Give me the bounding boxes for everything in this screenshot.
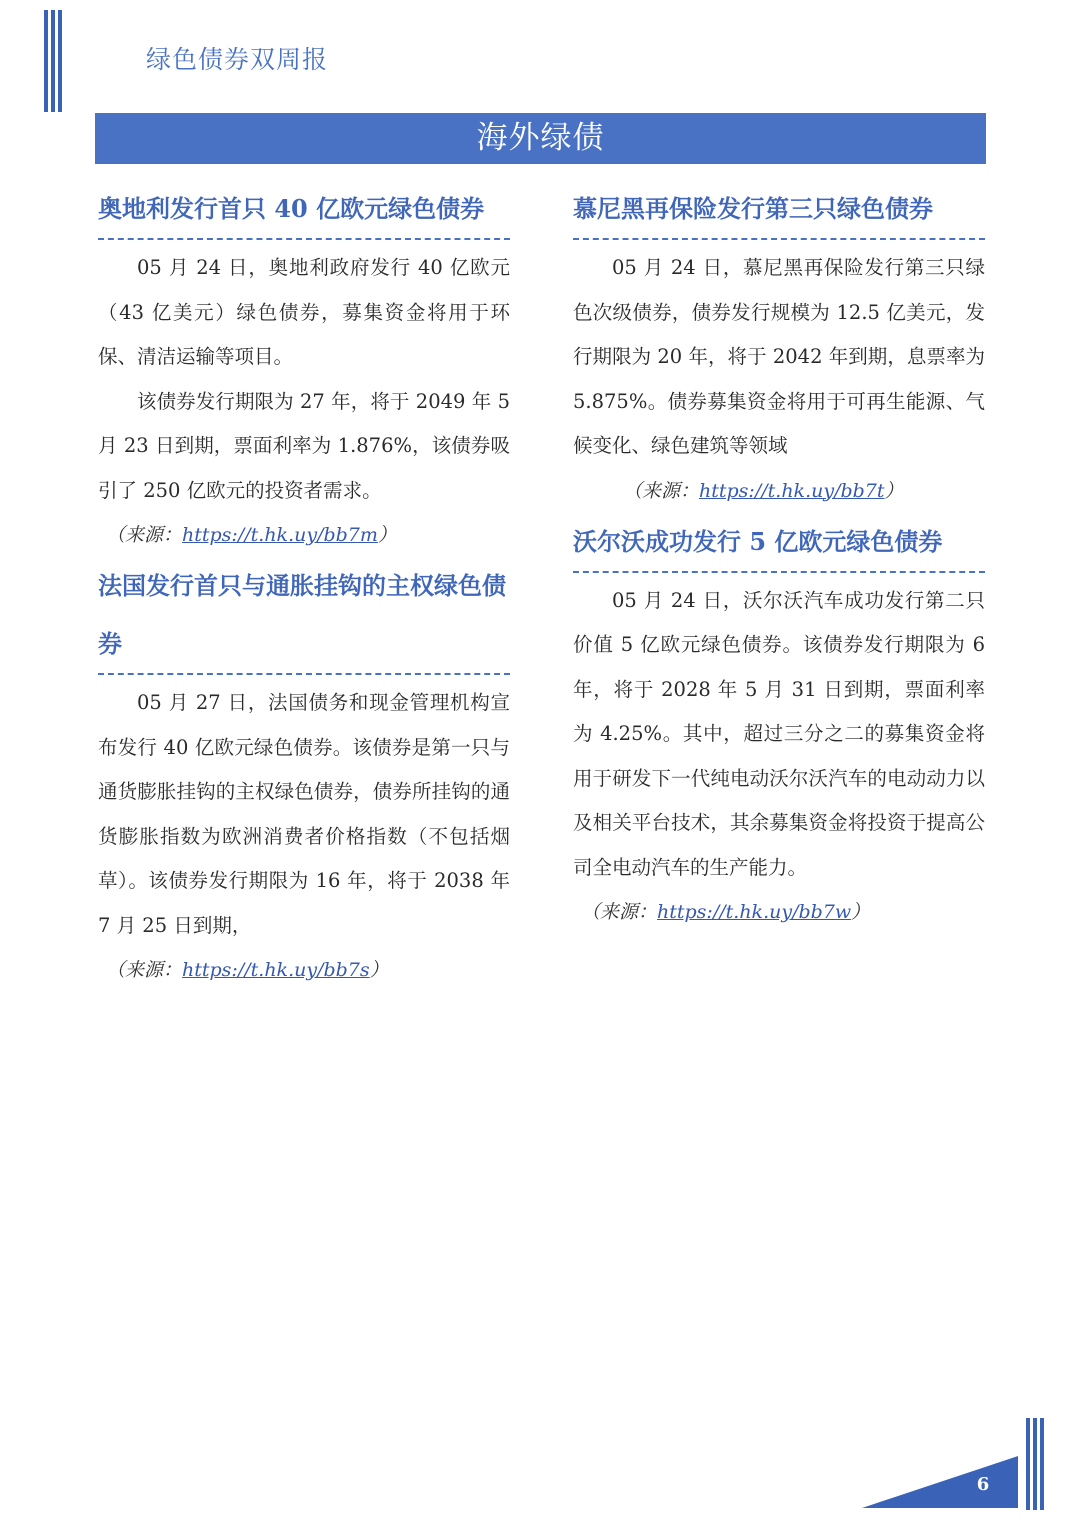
header-decor-bar <box>44 10 48 112</box>
header-decor-bar <box>51 10 55 112</box>
article-volvo <box>573 513 985 935</box>
article-paragraph: 该债券发行期限为 27 年，将于 2049 年 5 月 23 日到期，票面利率为 1.876%，该债券吸引了 250 亿欧元的投资者需求。 <box>98 389 510 502</box>
article-title: 法国发行首只与通胀挂钩的主权绿色债券 <box>98 571 506 658</box>
dashed-divider <box>573 238 985 240</box>
source-link[interactable]: https://t.hk.uy/bb7s <box>182 959 370 981</box>
source-link[interactable]: https://t.hk.uy/bb7t <box>699 479 885 502</box>
header-decor-bar <box>58 10 62 112</box>
source-link[interactable]: https://t.hk.uy/bb7m <box>182 524 378 546</box>
article-austria <box>98 180 510 557</box>
article-source <box>573 890 985 934</box>
footer-decor-bar <box>1033 1418 1037 1510</box>
article-france <box>98 557 510 992</box>
article-munich-re <box>573 180 985 513</box>
source-suffix: ） <box>884 479 904 502</box>
source-link[interactable]: https://t.hk.uy/bb7w <box>657 901 852 923</box>
right-column <box>573 180 985 934</box>
article-title: 奥地利发行首只 40 亿欧元绿色债券 <box>98 194 485 223</box>
source-suffix: ） <box>369 959 389 981</box>
article-paragraph: 05 月 24 日，慕尼黑再保险发行第三只绿色次级债券，债券发行规模为 12.5 亿美元，发行期限为 20 年，将于 2042 年到期，息票率为 5.875%。债券募集资金将用于可再生能源、气候变化、绿色建筑等领域 <box>573 256 985 457</box>
source-prefix: （来源： <box>106 959 183 981</box>
article-paragraph: 05 月 24 日，沃尔沃汽车成功发行第二只价值 5 亿欧元绿色债券。该债券发行期限为 6 年，将于 2028 年 5 月 31 日到期，票面利率为 4.25%。其中，超过三分之二的募集资金将用于研发下一代纯电动沃尔沃汽车的电动动力以及相关平台技术，其余募集资金将投资于提高公司全电动汽车的生产能力。 <box>573 588 985 879</box>
article-title: 沃尔沃成功发行 5 亿欧元绿色债券 <box>573 526 943 556</box>
article-paragraph: 05 月 27 日，法国债务和现金管理机构宣布发行 40 亿欧元绿色债券。该债券是第一只与通货膨胀挂钩的主权绿色债券，债券所挂钩的通货膨胀指数为欧洲消费者价格指数（不包括烟草）。该债券发行期限为 16 年，将于 2038 年 7 月 25 日到期， <box>98 691 510 937</box>
article-source <box>98 513 510 557</box>
footer-decor-bar <box>1040 1418 1044 1510</box>
article-title: 慕尼黑再保险发行第三只绿色债券 <box>573 194 933 223</box>
dashed-divider <box>98 673 510 675</box>
source-prefix: （来源： <box>106 524 183 546</box>
footer-decor-bar <box>1026 1418 1030 1510</box>
dashed-divider <box>573 571 985 573</box>
report-title: 绿色债券双周报 <box>146 45 329 74</box>
source-suffix: ） <box>851 901 871 923</box>
section-banner: 海外绿债 <box>95 113 986 164</box>
article-source <box>573 469 985 513</box>
source-prefix: （来源： <box>581 901 658 923</box>
article-paragraph: 05 月 24 日，奥地利政府发行 40 亿欧元（43 亿美元）绿色债券，募集资金将用于环保、清洁运输等项目。 <box>98 256 510 368</box>
article-source <box>98 948 510 992</box>
source-prefix: （来源： <box>623 479 700 502</box>
page-number: 6 <box>976 1474 990 1495</box>
left-column <box>98 180 510 992</box>
source-suffix: ） <box>377 524 397 546</box>
dashed-divider <box>98 238 510 240</box>
